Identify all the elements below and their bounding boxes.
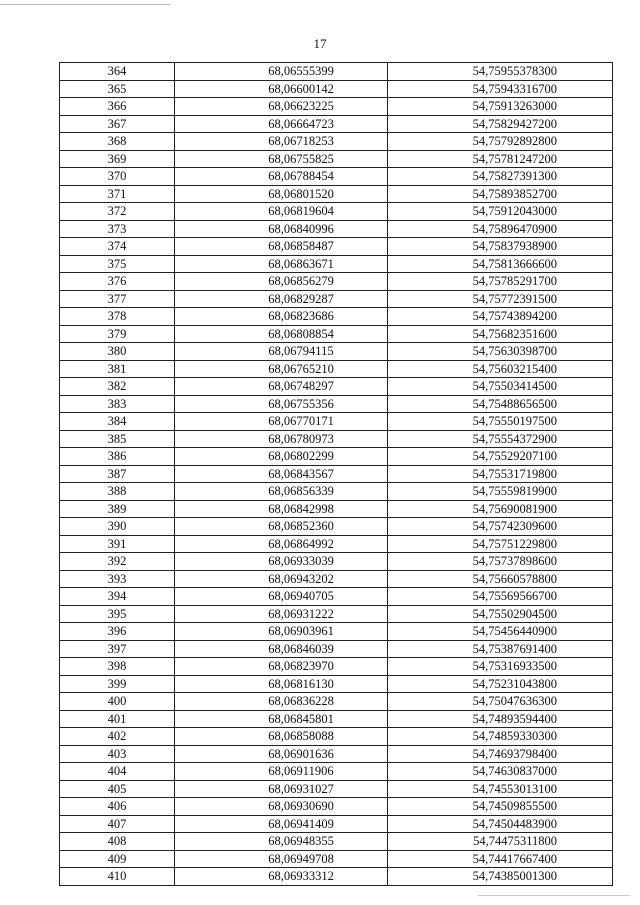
point-number-cell: 390 — [60, 518, 175, 536]
table-row — [60, 308, 613, 326]
point-number-cell: 392 — [60, 553, 175, 571]
coordinate-y-cell: 54,75550197500 — [388, 413, 613, 431]
table-row — [60, 868, 613, 886]
coordinate-y-cell: 54,75913263000 — [388, 98, 613, 116]
table-row — [60, 850, 613, 868]
coordinates-table — [59, 62, 613, 886]
table-row — [60, 798, 613, 816]
coordinate-y-cell: 54,75603215400 — [388, 360, 613, 378]
point-number-cell: 389 — [60, 500, 175, 518]
point-number-cell: 367 — [60, 115, 175, 133]
point-number-cell: 394 — [60, 588, 175, 606]
coordinate-x-value: 68,06823686 — [268, 309, 334, 324]
coordinate-x-cell — [175, 360, 388, 378]
point-number-cell: 408 — [60, 833, 175, 851]
point-number-cell: 404 — [60, 763, 175, 781]
coordinate-x-value: 68,06858088 — [268, 729, 334, 744]
coordinate-y-cell: 54,75893852700 — [388, 185, 613, 203]
table-row — [60, 815, 613, 833]
coordinate-x-cell — [175, 290, 388, 308]
table-row — [60, 395, 613, 413]
table-row — [60, 448, 613, 466]
coordinate-x-cell — [175, 413, 388, 431]
coordinate-x-cell — [175, 273, 388, 291]
coordinate-x-value: 68,06788454 — [268, 169, 334, 184]
table-row — [60, 745, 613, 763]
coordinate-x-cell — [175, 745, 388, 763]
table-row — [60, 465, 613, 483]
point-number-cell: 391 — [60, 535, 175, 553]
point-number-cell: 393 — [60, 570, 175, 588]
coordinate-y-cell: 54,75829427200 — [388, 115, 613, 133]
coordinate-x-value: 68,06808854 — [268, 326, 334, 341]
coordinate-x-cell — [175, 640, 388, 658]
point-number-cell: 402 — [60, 728, 175, 746]
coordinate-x-cell — [175, 623, 388, 641]
coordinate-x-value: 68,06931027 — [268, 781, 334, 796]
coordinate-x-value: 68,06755356 — [268, 396, 334, 411]
table-row — [60, 360, 613, 378]
table-row — [60, 133, 613, 151]
coordinate-y-cell: 54,75781247200 — [388, 150, 613, 168]
table-row — [60, 570, 613, 588]
table-row — [60, 780, 613, 798]
coordinate-x-cell — [175, 220, 388, 238]
coordinate-x-cell — [175, 588, 388, 606]
coordinate-x-cell — [175, 500, 388, 518]
table-row — [60, 483, 613, 501]
coordinate-y-cell: 54,74504483900 — [388, 815, 613, 833]
point-number-cell: 386 — [60, 448, 175, 466]
coordinate-x-value: 68,06858487 — [268, 239, 334, 254]
coordinate-x-cell — [175, 308, 388, 326]
coordinate-y-cell: 54,75559819900 — [388, 483, 613, 501]
coordinate-x-cell — [175, 553, 388, 571]
coordinate-y-cell: 54,74693798400 — [388, 745, 613, 763]
coordinate-x-value: 68,06943202 — [268, 571, 334, 586]
coordinate-y-cell: 54,75047636300 — [388, 693, 613, 711]
coordinate-y-cell: 54,75737898600 — [388, 553, 613, 571]
coordinate-x-cell — [175, 710, 388, 728]
coordinate-y-cell: 54,75682351600 — [388, 325, 613, 343]
coordinate-y-cell: 54,75231043800 — [388, 675, 613, 693]
table-row — [60, 63, 613, 81]
coordinate-y-cell: 54,74509855500 — [388, 798, 613, 816]
coordinate-x-value: 68,06941409 — [268, 816, 334, 831]
coordinate-x-cell — [175, 833, 388, 851]
coordinate-x-value: 68,06864992 — [268, 536, 334, 551]
coordinate-y-cell: 54,75837938900 — [388, 238, 613, 256]
coordinate-y-cell: 54,75772391500 — [388, 290, 613, 308]
coordinate-y-cell: 54,75743894200 — [388, 308, 613, 326]
coordinate-y-cell: 54,75387691400 — [388, 640, 613, 658]
coordinate-x-cell — [175, 448, 388, 466]
table-row — [60, 763, 613, 781]
point-number-cell: 405 — [60, 780, 175, 798]
coordinate-x-value: 68,06843567 — [268, 466, 334, 481]
point-number-cell: 399 — [60, 675, 175, 693]
coordinate-y-cell: 54,75554372900 — [388, 430, 613, 448]
coordinate-x-cell — [175, 465, 388, 483]
coordinate-x-cell — [175, 850, 388, 868]
point-number-cell: 366 — [60, 98, 175, 116]
coordinate-x-cell — [175, 780, 388, 798]
coordinate-x-value: 68,06852360 — [268, 519, 334, 534]
coordinate-y-cell: 54,75503414500 — [388, 378, 613, 396]
table-row — [60, 273, 613, 291]
coordinate-x-cell — [175, 763, 388, 781]
coordinate-x-cell — [175, 430, 388, 448]
table-row — [60, 168, 613, 186]
coordinate-x-value: 68,06555399 — [268, 64, 334, 79]
coordinate-x-cell — [175, 728, 388, 746]
table-row — [60, 150, 613, 168]
coordinate-x-cell — [175, 815, 388, 833]
coordinate-y-cell: 54,75529207100 — [388, 448, 613, 466]
page-number: 17 — [313, 36, 327, 51]
point-number-cell: 373 — [60, 220, 175, 238]
coordinate-x-value: 68,06948355 — [268, 834, 334, 849]
coordinate-x-value: 68,06829287 — [268, 291, 334, 306]
point-number-cell: 364 — [60, 63, 175, 81]
coordinate-x-cell — [175, 343, 388, 361]
coordinate-y-cell: 54,74417667400 — [388, 850, 613, 868]
coordinate-x-value: 68,06819604 — [268, 204, 334, 219]
coordinate-x-cell — [175, 133, 388, 151]
coordinate-x-cell — [175, 693, 388, 711]
point-number-cell: 372 — [60, 203, 175, 221]
table-row — [60, 98, 613, 116]
table-row — [60, 518, 613, 536]
point-number-cell: 365 — [60, 80, 175, 98]
coordinate-x-value: 68,06794115 — [268, 344, 334, 359]
coordinate-x-cell — [175, 535, 388, 553]
point-number-cell: 380 — [60, 343, 175, 361]
point-number-cell: 409 — [60, 850, 175, 868]
coordinate-x-value: 68,06718253 — [268, 134, 334, 149]
coordinate-x-cell — [175, 798, 388, 816]
coordinate-y-cell: 54,75792892800 — [388, 133, 613, 151]
table-row — [60, 378, 613, 396]
coordinate-x-cell — [175, 185, 388, 203]
coordinate-y-cell: 54,74859330300 — [388, 728, 613, 746]
coordinate-x-value: 68,06845801 — [268, 711, 334, 726]
coordinate-x-value: 68,06840996 — [268, 221, 334, 236]
point-number-cell: 368 — [60, 133, 175, 151]
point-number-cell: 378 — [60, 308, 175, 326]
coordinate-y-cell: 54,75785291700 — [388, 273, 613, 291]
point-number-cell: 370 — [60, 168, 175, 186]
coordinate-x-cell — [175, 483, 388, 501]
coordinate-x-value: 68,06903961 — [268, 624, 334, 639]
coordinate-x-value: 68,06748297 — [268, 379, 334, 394]
point-number-cell: 375 — [60, 255, 175, 273]
coordinate-x-value: 68,06949708 — [268, 851, 334, 866]
coordinate-x-value: 68,06802299 — [268, 449, 334, 464]
coordinate-x-value: 68,06901636 — [268, 746, 334, 761]
coordinates-table-body — [60, 63, 613, 886]
coordinate-x-value: 68,06801520 — [268, 186, 334, 201]
coordinate-x-value: 68,06600142 — [268, 81, 334, 96]
table-row — [60, 833, 613, 851]
point-number-cell: 381 — [60, 360, 175, 378]
point-number-cell: 376 — [60, 273, 175, 291]
coordinate-x-cell — [175, 255, 388, 273]
table-row — [60, 238, 613, 256]
point-number-cell: 398 — [60, 658, 175, 676]
table-row — [60, 693, 613, 711]
coordinate-y-cell: 54,75488656500 — [388, 395, 613, 413]
table-row — [60, 553, 613, 571]
coordinate-y-cell: 54,75943316700 — [388, 80, 613, 98]
coordinate-x-value: 68,06770171 — [268, 414, 334, 429]
table-row — [60, 588, 613, 606]
coordinate-x-cell — [175, 518, 388, 536]
coordinate-x-value: 68,06816130 — [268, 676, 334, 691]
coordinate-x-value: 68,06823970 — [268, 659, 334, 674]
point-number-cell: 377 — [60, 290, 175, 308]
point-number-cell: 397 — [60, 640, 175, 658]
table-row — [60, 500, 613, 518]
table-row — [60, 710, 613, 728]
table-row — [60, 290, 613, 308]
table-row — [60, 535, 613, 553]
table-row — [60, 605, 613, 623]
coordinate-x-cell — [175, 658, 388, 676]
coordinate-y-cell: 54,75531719800 — [388, 465, 613, 483]
scan-artifact-line — [478, 895, 630, 896]
point-number-cell: 369 — [60, 150, 175, 168]
point-number-cell: 385 — [60, 430, 175, 448]
coordinate-x-value: 68,06836228 — [268, 694, 334, 709]
coordinate-x-value: 68,06856339 — [268, 484, 334, 499]
table-row — [60, 623, 613, 641]
coordinate-x-value: 68,06911906 — [268, 764, 334, 779]
coordinate-x-cell — [175, 325, 388, 343]
point-number-cell: 400 — [60, 693, 175, 711]
coordinate-y-cell: 54,75742309600 — [388, 518, 613, 536]
coordinate-y-cell: 54,75955378300 — [388, 63, 613, 81]
coordinate-x-value: 68,06856279 — [268, 274, 334, 289]
table-row — [60, 640, 613, 658]
coordinate-y-cell: 54,75751229800 — [388, 535, 613, 553]
table-row — [60, 115, 613, 133]
coordinate-y-cell: 54,75569566700 — [388, 588, 613, 606]
coordinate-x-value: 68,06863671 — [268, 256, 334, 271]
point-number-cell: 383 — [60, 395, 175, 413]
table-row — [60, 413, 613, 431]
coordinate-x-cell — [175, 168, 388, 186]
coordinate-x-cell — [175, 605, 388, 623]
point-number-cell: 407 — [60, 815, 175, 833]
coordinate-y-cell: 54,75912043000 — [388, 203, 613, 221]
coordinate-x-cell — [175, 868, 388, 886]
coordinate-x-value: 68,06842998 — [268, 501, 334, 516]
point-number-cell: 395 — [60, 605, 175, 623]
point-number-cell: 406 — [60, 798, 175, 816]
coordinate-y-cell: 54,75316933500 — [388, 658, 613, 676]
table-row — [60, 675, 613, 693]
coordinate-x-value: 68,06846039 — [268, 641, 334, 656]
coordinate-y-cell: 54,75660578800 — [388, 570, 613, 588]
coordinate-x-value: 68,06765210 — [268, 361, 334, 376]
coordinate-x-cell — [175, 238, 388, 256]
coordinate-x-value: 68,06664723 — [268, 116, 334, 131]
coordinate-x-cell — [175, 203, 388, 221]
coordinate-x-value: 68,06931222 — [268, 606, 334, 621]
coordinate-x-value: 68,06623225 — [268, 99, 334, 114]
coordinate-y-cell: 54,74475311800 — [388, 833, 613, 851]
point-number-cell: 371 — [60, 185, 175, 203]
coordinate-y-cell: 54,74630837000 — [388, 763, 613, 781]
table-row — [60, 343, 613, 361]
coordinate-x-cell — [175, 378, 388, 396]
table-row — [60, 220, 613, 238]
point-number-cell: 403 — [60, 745, 175, 763]
table-row — [60, 325, 613, 343]
point-number-cell: 388 — [60, 483, 175, 501]
coordinate-x-cell — [175, 98, 388, 116]
table-row — [60, 728, 613, 746]
point-number-cell: 396 — [60, 623, 175, 641]
coordinate-y-cell: 54,74385001300 — [388, 868, 613, 886]
coordinate-x-value: 68,06933312 — [268, 869, 334, 884]
table-row — [60, 203, 613, 221]
coordinate-x-value: 68,06940705 — [268, 589, 334, 604]
coordinate-x-cell — [175, 80, 388, 98]
coordinate-x-value: 68,06933039 — [268, 554, 334, 569]
coordinate-x-cell — [175, 570, 388, 588]
table-row — [60, 430, 613, 448]
coordinate-y-cell: 54,75813666600 — [388, 255, 613, 273]
coordinate-x-cell — [175, 150, 388, 168]
point-number-cell: 382 — [60, 378, 175, 396]
coordinate-x-cell — [175, 675, 388, 693]
coordinate-x-cell — [175, 115, 388, 133]
table-row — [60, 658, 613, 676]
scan-artifact-line — [0, 4, 170, 5]
coordinate-x-cell — [175, 63, 388, 81]
point-number-cell: 410 — [60, 868, 175, 886]
table-row — [60, 185, 613, 203]
coordinate-y-cell: 54,75827391300 — [388, 168, 613, 186]
coordinate-y-cell: 54,75630398700 — [388, 343, 613, 361]
point-number-cell: 387 — [60, 465, 175, 483]
table-row — [60, 80, 613, 98]
coordinate-x-value: 68,06755825 — [268, 151, 334, 166]
coordinate-x-value: 68,06930690 — [268, 799, 334, 814]
point-number-cell: 374 — [60, 238, 175, 256]
coordinate-y-cell: 54,74893594400 — [388, 710, 613, 728]
coordinate-y-cell: 54,75690081900 — [388, 500, 613, 518]
coordinate-x-value: 68,06780973 — [268, 431, 334, 446]
coordinate-y-cell: 54,74553013100 — [388, 780, 613, 798]
table-row — [60, 255, 613, 273]
coordinate-y-cell: 54,75456440900 — [388, 623, 613, 641]
coordinate-y-cell: 54,75502904500 — [388, 605, 613, 623]
coordinate-y-cell: 54,75896470900 — [388, 220, 613, 238]
coordinate-x-cell — [175, 395, 388, 413]
point-number-cell: 384 — [60, 413, 175, 431]
point-number-cell: 379 — [60, 325, 175, 343]
point-number-cell: 401 — [60, 710, 175, 728]
